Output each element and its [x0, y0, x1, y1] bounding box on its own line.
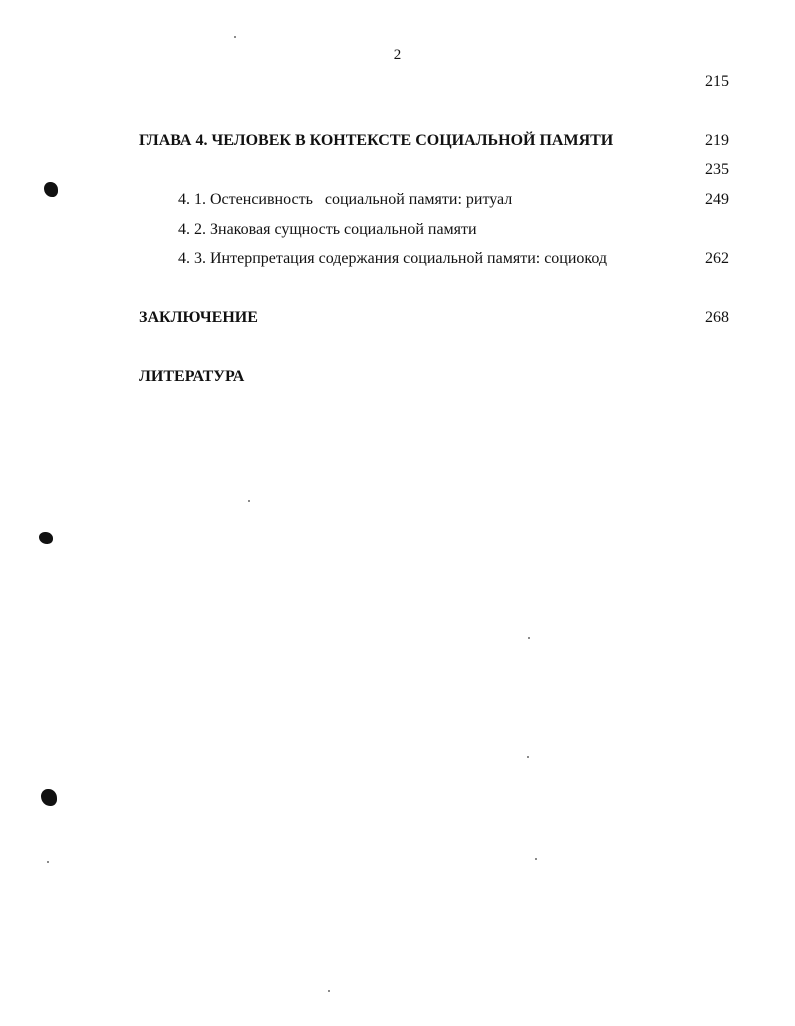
section-4-2-title: 4. 2. Знаковая сущность социальной памяти: [178, 221, 477, 238]
scan-speck: [248, 500, 250, 502]
section-4-3-page: 262: [705, 250, 729, 267]
conclusion-title: ЗАКЛЮЧЕНИЕ: [139, 309, 258, 326]
scan-speck: [528, 637, 530, 639]
scan-blot-middle: [39, 532, 53, 544]
scan-speck: [234, 36, 236, 38]
chapter-4-title: ГЛАВА 4. ЧЕЛОВЕК В КОНТЕКСТЕ СОЦИАЛЬНОЙ ПАМЯТИ: [139, 132, 614, 149]
toc-orphan-page-number: 215: [705, 73, 729, 90]
page-number: 2: [393, 47, 402, 63]
section-4-1-title: 4. 1. Остенсивность социальной памяти: ритуал: [178, 191, 513, 208]
scan-blot-top: [44, 182, 58, 197]
chapter-4-page: 219: [705, 132, 729, 149]
scan-speck: [328, 990, 330, 992]
scan-speck: [535, 858, 537, 860]
chapter-4-page-extra: 235: [705, 161, 729, 178]
scan-speck: [47, 861, 49, 863]
literature-title: ЛИТЕРАТУРА: [139, 368, 245, 385]
section-4-3-title: 4. 3. Интерпретация содержания социальной памяти: социокод: [178, 250, 608, 267]
scan-blot-bottom: [41, 789, 57, 806]
section-4-1-page: 249: [705, 191, 729, 208]
scan-speck: [527, 756, 529, 758]
conclusion-page: 268: [705, 309, 729, 326]
